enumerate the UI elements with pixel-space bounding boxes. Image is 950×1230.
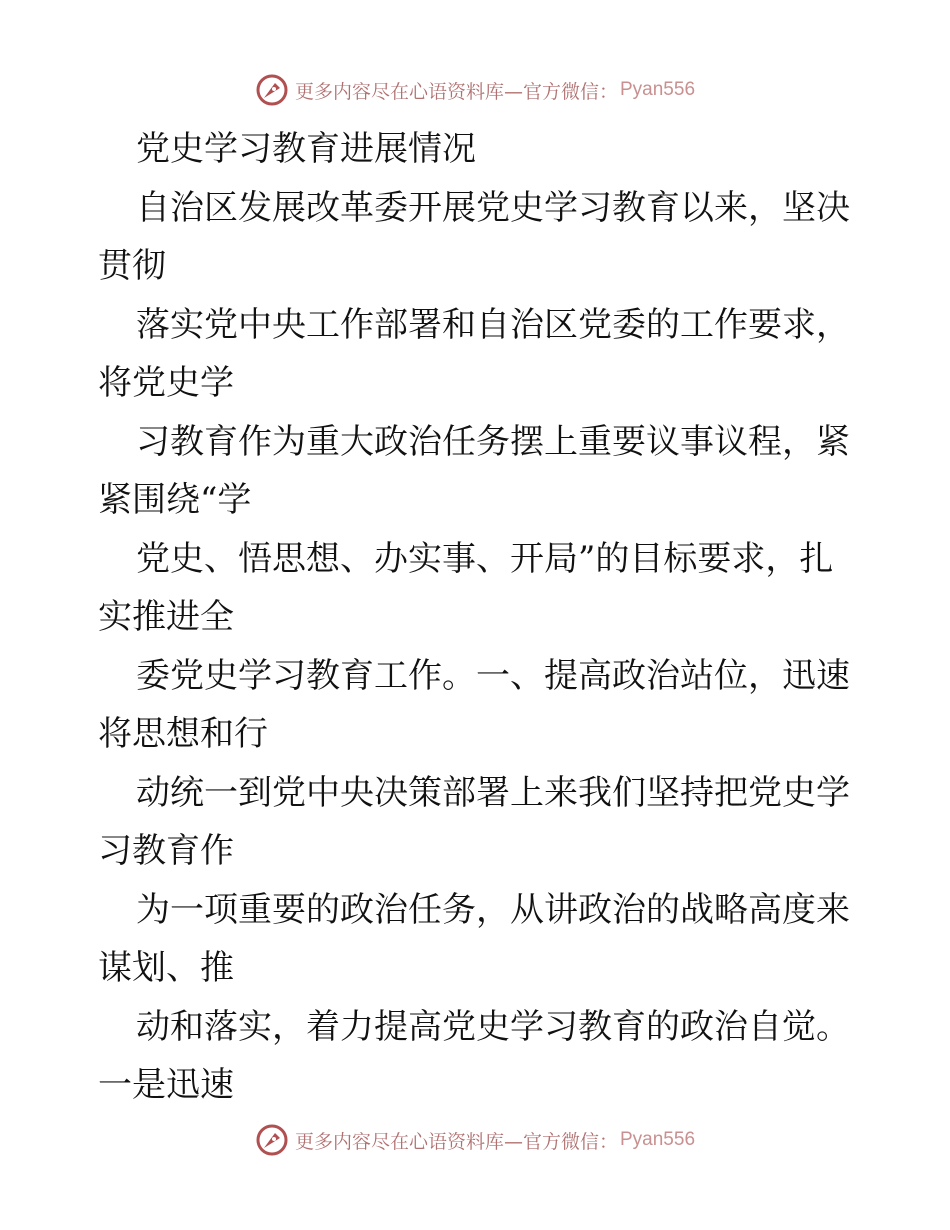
pen-nib-icon — [255, 1123, 289, 1157]
text-line: 为一项重要的政治任务，从讲政治的战略高度来 — [136, 889, 850, 930]
text-line: 实推进全 — [98, 597, 234, 637]
text-line: 动和落实，着力提高党史学习教育的政治自觉。 — [136, 1006, 850, 1047]
text-line: 习教育作 — [98, 831, 234, 871]
document-body — [98, 120, 858, 1115]
text-line: 将思想和行 — [98, 714, 268, 754]
text-line: 紧围绕“学 — [98, 480, 252, 520]
text-line: 落实党中央工作部署和自治区党委的工作要求， — [136, 304, 850, 345]
watermark-id: Pyan556 — [620, 79, 696, 100]
watermark-text: 更多内容尽在心语资料库—官方微信： — [294, 1130, 618, 1153]
text-line: 习教育作为重大政治任务摆上重要议事议程，紧 — [136, 421, 850, 462]
text-line: 贯彻 — [98, 246, 166, 286]
text-line: 委党史学习教育工作。一、提高政治站位，迅速 — [136, 655, 850, 696]
text-line: 党史、悟思想、办实事、开局”的目标要求，扎 — [136, 538, 834, 579]
watermark-footer — [0, 1120, 950, 1160]
text-line: 将党史学 — [98, 363, 234, 403]
watermark-text: 更多内容尽在心语资料库—官方微信： — [294, 80, 618, 103]
text-line: 谋划、推 — [98, 948, 234, 988]
text-line: 一是迅速 — [98, 1065, 234, 1105]
text-line: 自治区发展改革委开展党史学习教育以来，坚决 — [136, 187, 850, 228]
watermark-header — [0, 70, 950, 110]
watermark-id: Pyan556 — [620, 1129, 696, 1150]
pen-nib-icon — [255, 73, 289, 107]
text-line: 动统一到党中央决策部署上来我们坚持把党史学 — [136, 772, 850, 813]
text-line: 党史学习教育进展情况 — [136, 129, 476, 169]
